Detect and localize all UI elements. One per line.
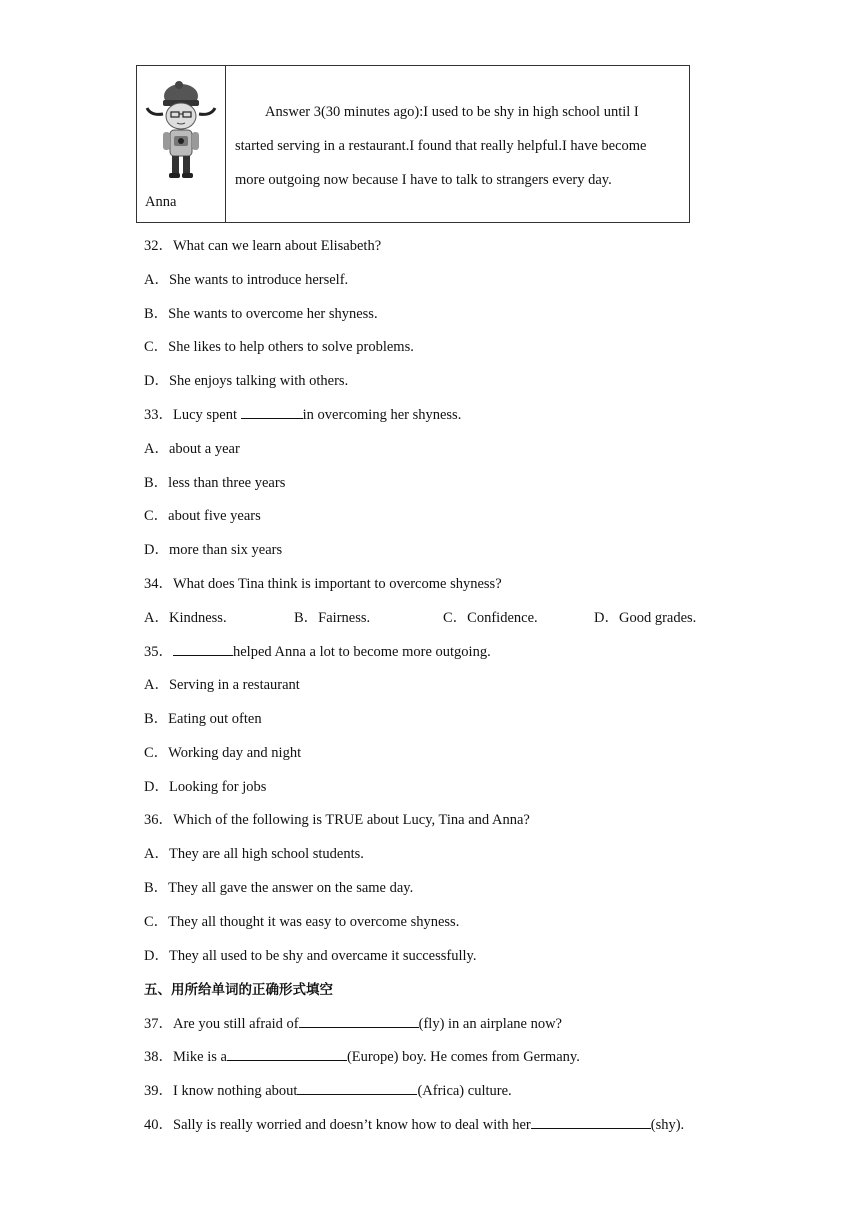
question-35-option-a: A．Serving in a restaurant [144, 677, 300, 693]
question-35-option-d: D．Looking for jobs [144, 779, 267, 795]
question-33-option-d: D．more than six years [144, 542, 283, 558]
fill-question-40 [144, 1113, 684, 1134]
fill-question-start: 38．Mike is a [144, 1049, 227, 1065]
question-32-option-a: A．She wants to introduce herself. [144, 272, 349, 288]
question-32-option-b: B．She wants to overcome her shyness. [144, 306, 378, 322]
question-35-option-b: B．Eating out often [144, 711, 262, 727]
answer-blank[interactable] [297, 1080, 417, 1095]
answer-table [136, 65, 690, 223]
question-32-option-d: D．She enjoys talking with others. [144, 373, 349, 389]
fill-question-end: (shy). [650, 1117, 685, 1133]
question-32-stem: 32．What can we learn about Elisabeth? [144, 238, 382, 254]
fill-question-39 [144, 1079, 512, 1100]
answer-line: started serving in a restaurant.I found that really helpful.I have become [235, 138, 647, 154]
question-35-stem-start: 35． [144, 644, 173, 660]
question-33-option-a: A．about a year [144, 441, 240, 457]
question-33-stem-start: 33．Lucy spent [144, 407, 241, 423]
girl-avatar-icon [143, 80, 219, 192]
question-34-option-c: C．Confidence. [443, 610, 538, 626]
question-34-stem: 34．What does Tina think is important to overcome shyness? [144, 576, 502, 592]
question-34-option-b: B．Fairness. [294, 610, 371, 626]
section-5-title: 五、用所给单词的正确形式填空 [144, 982, 333, 998]
question-36-stem: 36．Which of the following is TRUE about Lucy, Tina and Anna? [144, 812, 530, 828]
answer-blank[interactable] [531, 1114, 651, 1129]
fill-question-end: (Europe) boy. He comes from Germany. [346, 1049, 580, 1065]
question-33-stem-end: in overcoming her shyness. [302, 407, 462, 423]
question-35-option-c: C．Working day and night [144, 745, 302, 761]
answer-blank[interactable] [173, 641, 233, 656]
fill-question-end: (fly) in an airplane now? [418, 1016, 562, 1032]
answer-blank[interactable] [299, 1013, 419, 1028]
fill-question-38 [144, 1045, 580, 1066]
question-34-option-d: D．Good grades. [594, 610, 697, 626]
fill-question-start: 37．Are you still afraid of [144, 1016, 299, 1032]
answer-avatar-cell [137, 66, 226, 222]
answer-line: Answer 3(30 minutes ago):I used to be shy in high school until I [265, 104, 639, 120]
answer-blank[interactable] [227, 1046, 347, 1061]
fill-question-end: (Africa) culture. [417, 1083, 512, 1099]
answer-author-name: Anna [145, 194, 177, 210]
question-36-option-c: C．They all thought it was easy to overcome shyness. [144, 914, 460, 930]
answer-line: more outgoing now because I have to talk to strangers every day. [235, 172, 612, 188]
question-32-option-c: C．She likes to help others to solve problems. [144, 339, 414, 355]
question-35-stem [144, 640, 491, 661]
question-33-option-b: B．less than three years [144, 475, 286, 491]
question-34-option-a: A．Kindness. [144, 610, 227, 626]
question-36-option-d: D．They all used to be shy and overcame it successfully. [144, 948, 477, 964]
question-33-option-c: C．about five years [144, 508, 261, 524]
question-36-option-b: B．They all gave the answer on the same day. [144, 880, 414, 896]
question-35-stem-end: helped Anna a lot to become more outgoing. [233, 644, 491, 660]
fill-question-start: 39．I know nothing about [144, 1083, 298, 1099]
question-36-option-a: A．They are all high school students. [144, 846, 364, 862]
answer-blank[interactable] [241, 404, 303, 419]
answer-text-cell [226, 66, 689, 222]
fill-question-37 [144, 1012, 562, 1033]
question-33-stem [144, 403, 461, 424]
fill-question-start: 40．Sally is really worried and doesn’t know how to deal with her [144, 1117, 531, 1133]
